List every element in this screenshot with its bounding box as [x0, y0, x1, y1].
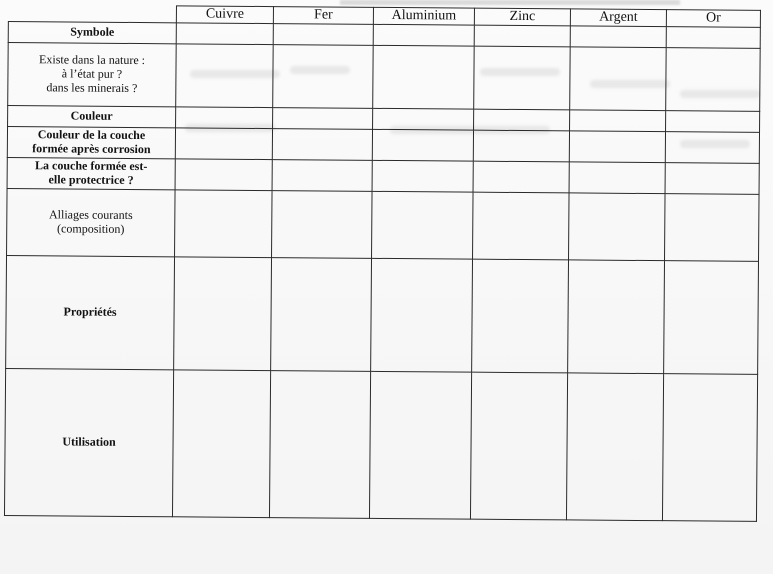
row-label-couleur-couche	[7, 127, 175, 159]
cell-input[interactable]	[172, 370, 270, 518]
column-header-aluminium: Aluminium	[373, 7, 474, 25]
column-header-fer: Fer	[273, 7, 373, 25]
row-label-protectrice-line1: La couche formée est-	[35, 158, 148, 174]
cell-input[interactable]	[473, 192, 570, 260]
row-label-proprietes: Propriétés	[6, 256, 175, 370]
cell-input[interactable]	[271, 258, 372, 372]
cell-input[interactable]	[272, 160, 372, 192]
metals-table-container	[4, 4, 760, 562]
cell-input[interactable]	[273, 108, 373, 130]
cell-input[interactable]	[272, 191, 373, 259]
cell-input[interactable]	[474, 46, 570, 110]
cell-input[interactable]	[373, 108, 474, 130]
cell-input[interactable]	[664, 261, 759, 375]
cell-input[interactable]	[666, 48, 760, 112]
cell-input[interactable]	[273, 45, 373, 109]
cell-input[interactable]	[372, 191, 474, 259]
row-label-couleur-couche-line1: Couleur de la couche	[37, 127, 146, 143]
column-header-cuivre: Cuivre	[176, 6, 273, 24]
column-header-or: Or	[666, 10, 760, 28]
row-nature	[8, 43, 760, 112]
cell-input[interactable]	[176, 23, 273, 45]
cell-input[interactable]	[176, 44, 273, 108]
row-alliages	[7, 189, 760, 262]
metals-comparison-table	[4, 4, 761, 522]
row-label-utilisation: Utilisation	[4, 369, 173, 517]
cell-input[interactable]	[175, 190, 273, 258]
cell-input[interactable]	[273, 24, 373, 46]
row-label-alliages	[7, 189, 176, 257]
cell-input[interactable]	[473, 161, 569, 193]
cell-input[interactable]	[272, 129, 372, 161]
cell-input[interactable]	[371, 258, 473, 372]
cell-input[interactable]	[566, 373, 663, 521]
row-label-nature-line1: Existe dans la nature :	[39, 52, 146, 68]
cell-input[interactable]	[472, 259, 569, 373]
row-utilisation	[4, 369, 757, 522]
cell-input[interactable]	[569, 131, 665, 163]
row-label-nature-line2: à l’état pur ?	[61, 66, 123, 82]
cell-input[interactable]	[175, 159, 272, 191]
cell-input[interactable]	[373, 45, 474, 109]
cell-input[interactable]	[474, 25, 570, 47]
row-label-alliages-line1: Alliages courants	[48, 207, 133, 223]
cell-input[interactable]	[569, 193, 666, 261]
column-header-zinc: Zinc	[474, 8, 570, 26]
cell-input[interactable]	[174, 257, 272, 371]
cell-input[interactable]	[269, 371, 370, 519]
cell-input[interactable]	[570, 110, 666, 132]
row-proprietes	[6, 256, 759, 375]
cell-input[interactable]	[569, 162, 665, 194]
row-label-couleur: Couleur	[8, 106, 176, 128]
row-label-couleur-couche-line2: formée après corrosion	[32, 141, 151, 157]
scan-artifact-top	[340, 0, 680, 5]
cell-input[interactable]	[372, 160, 473, 192]
cell-input[interactable]	[474, 109, 570, 131]
cell-input[interactable]	[666, 27, 760, 49]
cell-input[interactable]	[665, 163, 759, 195]
cell-input[interactable]	[373, 24, 474, 46]
column-header-argent: Argent	[570, 9, 666, 27]
cell-input[interactable]	[665, 132, 759, 164]
cell-input[interactable]	[570, 47, 666, 111]
cell-input[interactable]	[175, 128, 272, 160]
cell-input[interactable]	[470, 372, 567, 520]
row-label-protectrice-line2: elle protectrice ?	[48, 172, 134, 188]
cell-input[interactable]	[665, 194, 760, 262]
cell-input[interactable]	[666, 111, 760, 133]
header-corner	[8, 5, 176, 23]
row-label-alliages-line2: (composition)	[57, 221, 125, 237]
cell-input[interactable]	[568, 260, 665, 374]
row-label-nature	[8, 43, 176, 107]
cell-input[interactable]	[570, 26, 666, 48]
row-label-symbole: Symbole	[8, 22, 176, 44]
cell-input[interactable]	[662, 374, 757, 522]
cell-input[interactable]	[372, 129, 473, 161]
cell-input[interactable]	[176, 107, 273, 129]
row-label-nature-line3: dans les minerais ?	[46, 80, 138, 96]
row-label-protectrice	[7, 158, 175, 190]
cell-input[interactable]	[369, 371, 471, 519]
cell-input[interactable]	[473, 130, 569, 162]
